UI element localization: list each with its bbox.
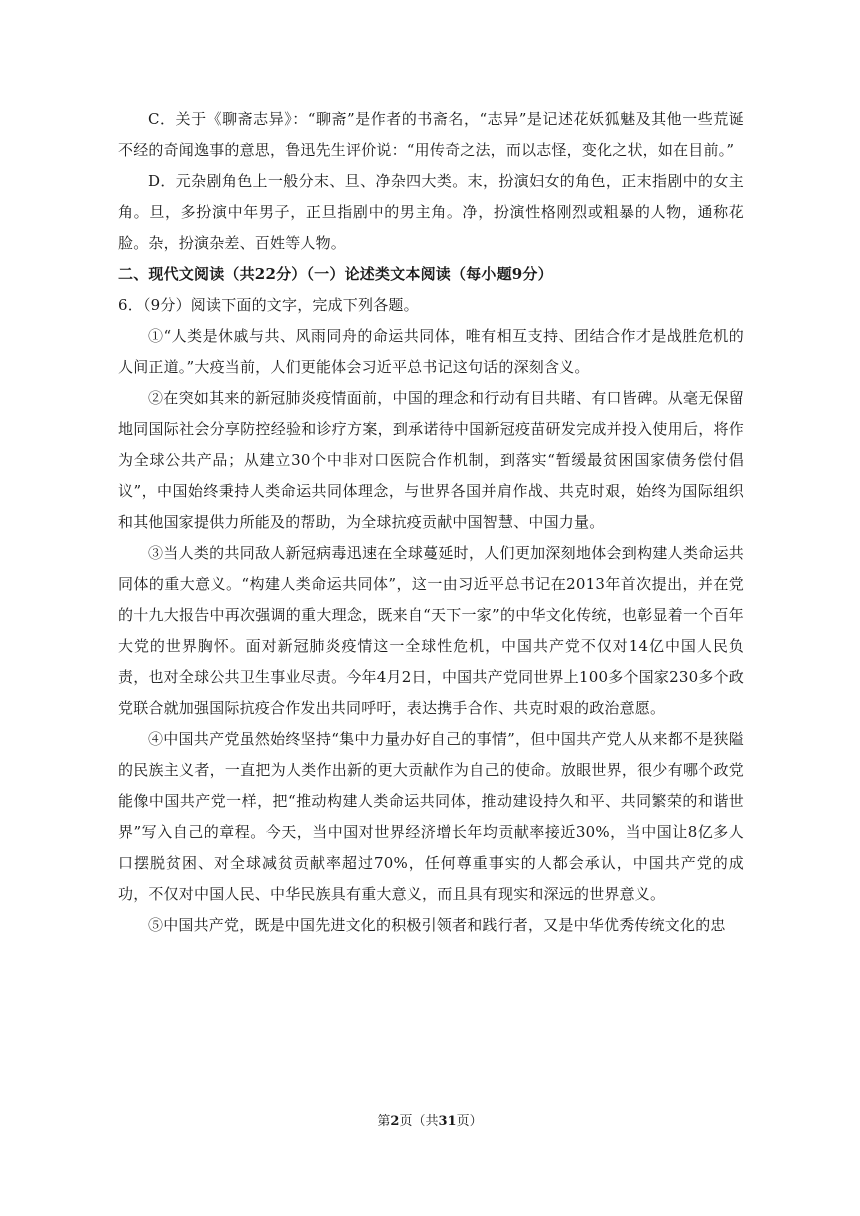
footer-suffix: 页）: [456, 1114, 483, 1129]
option-d: D．元杂剧角色上一般分末、旦、净杂四大类。末，扮演妇女的角色，正末指剧中的女主角。旦，多扮演中年男子，正旦指剧中的男主角。净，扮演性格刚烈或粗暴的人物，通称花脸。杂，扮演杂差、百姓等人物。: [118, 172, 744, 252]
passage-paragraph-3: ③当人类的共同敌人新冠病毒迅速在全球蔓延时，人们更加深刻地体会到构建人类命运共同体的重大意义。“构建人类命运共同体”，这一由习近平总书记在2013年首次提出，并在党的十九大报告中再次强调的重大理念，既来自“天下一家”的中华文化传统，也彰显着一个百年大党的世界胸怀。面对新冠肺炎疫情这一全球性危机，中国共产党不仅对14亿中国人民负责，也对全球公共卫生事业尽责。今年4月2日，中国共产党同世界上100多个国家230多个政党联合就加强国际抗疫合作发出共同呼吁，表达携手合作、共克时艰的政治意愿。: [118, 544, 744, 717]
page-footer: [0, 1113, 860, 1131]
passage-paragraph-5: ⑤中国共产党，既是中国先进文化的积极引领者和践行者，又是中华优秀传统文化的忠: [148, 916, 726, 934]
footer-prefix: 第: [377, 1114, 391, 1129]
section-heading: 二、现代文阅读（共22分）（一）论述类文本阅读（每小题9分）: [118, 265, 553, 283]
passage-paragraph-4: ④中国共产党虽然始终坚持“集中力量办好自己的事情”，但中国共产党人从来都不是狭隘的民族主义者，一直把为人类作出新的更大贡献作为自己的使命。放眼世界，很少有哪个政党能像中国共产党一样，把“推动构建人类命运共同体，推动建设持久和平、共同繁荣的和谐世界”写入自己的章程。今天，当中国对世界经济增长年均贡献率接近30%，当中国让8亿多人口摆脱贫困、对全球减贫贡献率超过70%，任何尊重事实的人都会承认，中国共产党的成功，不仅对中国人民、中华民族具有重大意义，而且具有现实和深远的世界意义。: [118, 730, 744, 903]
footer-middle: 页（共: [399, 1114, 439, 1129]
page-content: [118, 104, 744, 941]
footer-page-number: 2: [390, 1114, 400, 1129]
option-c: C．关于《聊斋志异》：“聊斋”是作者的书斋名，“志异”是记述花妖狐魅及其他一些荒诞不经的奇闻逸事的意思，鲁迅先生评价说：“用传奇之法，而以志怪，变化之状，如在目前。”: [118, 110, 744, 159]
footer-total-pages: 31: [438, 1114, 457, 1129]
question-6: 6．（9分）阅读下面的文字，完成下列各题。: [118, 296, 419, 314]
passage-paragraph-2: ②在突如其来的新冠肺炎疫情面前，中国的理念和行动有目共睹、有口皆碑。从毫无保留地同国际社会分享防控经验和诊疗方案，到承诺待中国新冠疫苗研发完成并投入使用后，将作为全球公共产品；从建立30个中非对口医院合作机制，到落实“暂缓最贫困国家债务偿付倡议”，中国始终秉持人类命运共同体理念，与世界各国并肩作战、共克时艰，始终为国际组织和其他国家提供力所能及的帮助，为全球抗疫贡献中国智慧、中国力量。: [118, 389, 744, 531]
passage-paragraph-1: ①“人类是休戚与共、风雨同舟的命运共同体，唯有相互支持、团结合作才是战胜危机的人间正道。”大疫当前，人们更能体会习近平总书记这句话的深刻含义。: [118, 327, 744, 376]
